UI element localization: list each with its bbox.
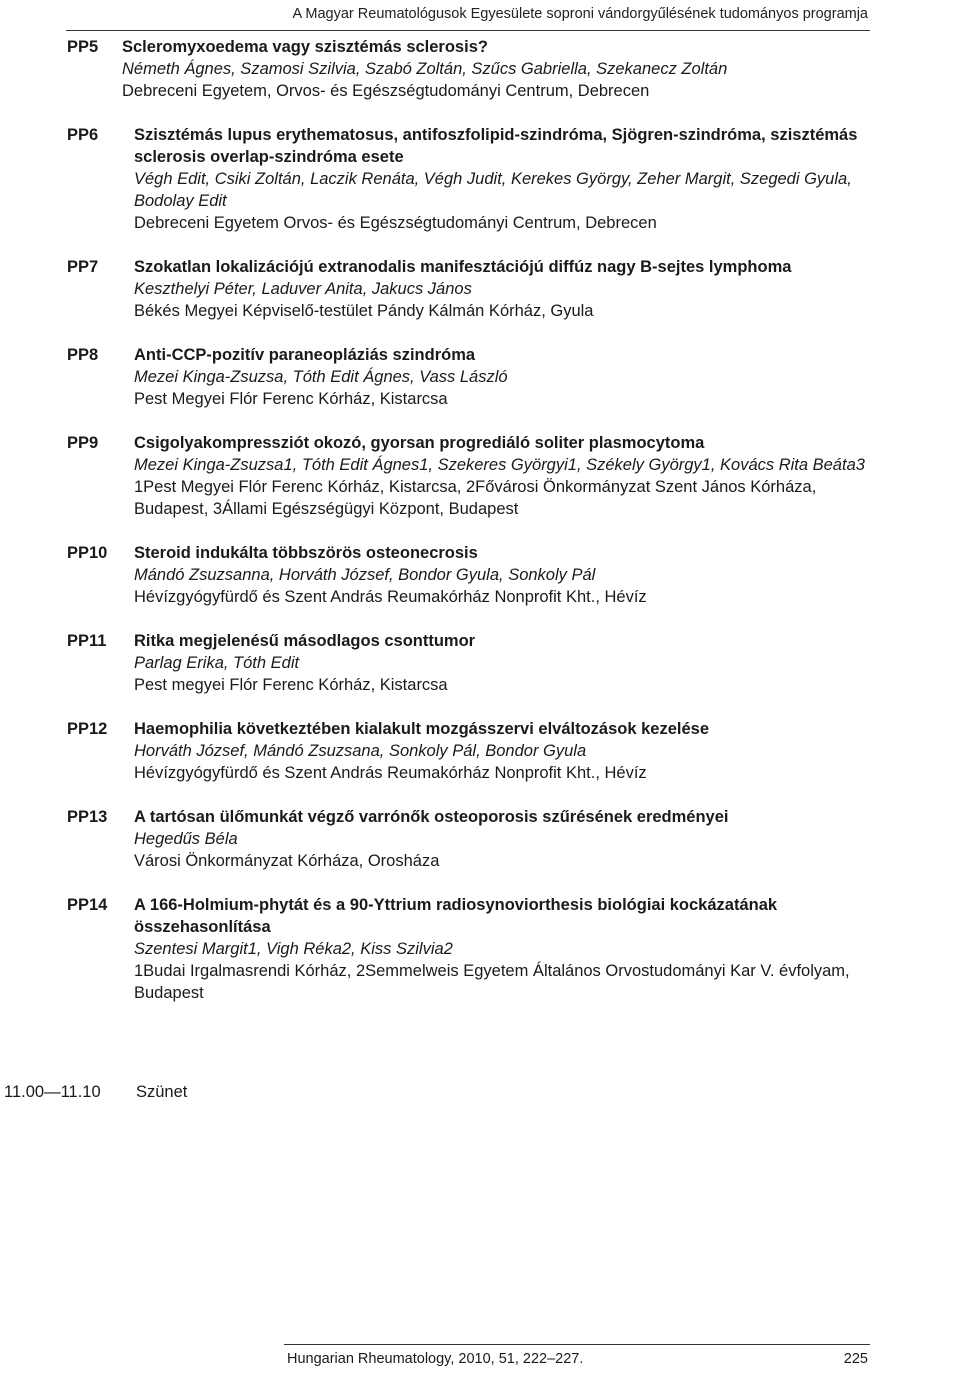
break-label: Szünet: [136, 1083, 188, 1101]
poster-authors: Mándó Zsuzsanna, Horváth József, Bondor Gyula, Sonkoly Pál: [134, 566, 596, 584]
footer-rule: [284, 1344, 870, 1345]
poster-code: PP13: [67, 808, 108, 826]
poster-authors: Hegedűs Béla: [134, 830, 238, 848]
running-header: A Magyar Reumatológusok Egyesülete soproni vándorgyűlésének tudományos programja: [292, 6, 868, 22]
poster-code: PP9: [67, 434, 99, 452]
poster-affiliation: Debreceni Egyetem Orvos- és Egészségtudományi Centrum, Debrecen: [134, 214, 657, 232]
footer-journal-citation: Hungarian Rheumatology, 2010, 51, 222–227.: [287, 1351, 584, 1367]
poster-entry-pp5: [0, 36, 960, 102]
poster-title: A 166-Holmium-phytát és a 90-Yttrium radiosynoviorthesis biológiai kockázatának összehasonlítása: [134, 896, 778, 936]
poster-affiliation: Békés Megyei Képviselő-testület Pándy Kálmán Kórház, Gyula: [134, 302, 594, 320]
poster-authors: Keszthelyi Péter, Laduver Anita, Jakucs János: [134, 280, 472, 298]
poster-affiliation: Hévízgyógyfürdő és Szent András Reumakórház Nonprofit Kht., Hévíz: [134, 588, 647, 606]
poster-entry-pp14: [0, 894, 960, 1004]
poster-code: PP7: [67, 258, 99, 276]
header-rule: [66, 30, 870, 31]
poster-authors: Horváth József, Mándó Zsuzsana, Sonkoly Pál, Bondor Gyula: [134, 742, 587, 760]
poster-affiliation: 1Budai Irgalmasrendi Kórház, 2Semmelweis Egyetem Általános Orvostudományi Kar V. évfolyam, Budapest: [134, 962, 850, 1002]
poster-authors: Mezei Kinga-Zsuzsa1, Tóth Edit Ágnes1, Szekeres Györgyi1, Székely György1, Kovács Rita Beáta3: [134, 456, 865, 474]
poster-authors: Mezei Kinga-Zsuzsa, Tóth Edit Ágnes, Vass László: [134, 368, 508, 386]
poster-code: PP10: [67, 544, 108, 562]
poster-entry-pp13: [0, 806, 960, 872]
poster-authors: Parlag Erika, Tóth Edit: [134, 654, 300, 672]
poster-title: Csigolyakompressziót okozó, gyorsan progrediáló soliter plasmocytoma: [134, 434, 705, 452]
poster-affiliation: Hévízgyógyfürdő és Szent András Reumakórház Nonprofit Kht., Hévíz: [134, 764, 647, 782]
poster-title: Scleromyxoedema vagy szisztémás sclerosis?: [122, 38, 488, 56]
poster-list: [0, 36, 960, 1026]
poster-affiliation: Pest Megyei Flór Ferenc Kórház, Kistarcsa: [134, 390, 448, 408]
poster-title: Szisztémás lupus erythematosus, antifoszfolipid-szindróma, Sjögren-szindróma, szisztémás sclerosis overlap-szindróma esete: [134, 126, 858, 166]
poster-entry-pp6: [0, 124, 960, 234]
break-time: 11.00—11.10: [4, 1083, 101, 1101]
poster-title: Ritka megjelenésű másodlagos csonttumor: [134, 632, 476, 650]
poster-code: PP8: [67, 346, 99, 364]
poster-affiliation: Városi Önkormányzat Kórháza, Orosháza: [134, 852, 440, 870]
poster-affiliation: Debreceni Egyetem, Orvos- és Egészségtudományi Centrum, Debrecen: [122, 82, 650, 100]
poster-code: PP6: [67, 126, 99, 144]
poster-code: PP11: [67, 632, 107, 650]
poster-authors: Németh Ágnes, Szamosi Szilvia, Szabó Zoltán, Szűcs Gabriella, Szekanecz Zoltán: [122, 60, 728, 78]
poster-entry-pp11: [0, 630, 960, 696]
poster-title: Anti-CCP-pozitív paraneopláziás szindróma: [134, 346, 476, 364]
poster-authors: Végh Edit, Csiki Zoltán, Laczik Renáta, Végh Judit, Kerekes György, Zeher Margit, Szegedi Gyula, Bodolay Edit: [134, 170, 852, 210]
poster-code: PP14: [67, 896, 108, 914]
page-number: 225: [843, 1351, 868, 1367]
poster-entry-pp10: [0, 542, 960, 608]
poster-affiliation: Pest megyei Flór Ferenc Kórház, Kistarcsa: [134, 676, 448, 694]
poster-title: Haemophilia következtében kialakult mozgásszervi elváltozások kezelése: [134, 720, 710, 738]
poster-affiliation: 1Pest Megyei Flór Ferenc Kórház, Kistarcsa, 2Fővárosi Önkormányzat Szent János Kórháza, Budapest, 3Állami Egészségügyi Központ, Budapest: [134, 478, 817, 518]
poster-entry-pp9: [0, 432, 960, 520]
poster-entry-pp7: [0, 256, 960, 322]
poster-authors: Szentesi Margit1, Vigh Réka2, Kiss Szilvia2: [134, 940, 453, 958]
poster-entry-pp8: [0, 344, 960, 410]
poster-title: Steroid indukálta többszörös osteonecrosis: [134, 544, 478, 562]
poster-entry-pp12: [0, 718, 960, 784]
poster-title: Szokatlan lokalizációjú extranodalis manifesztációjú diffúz nagy B-sejtes lymphoma: [134, 258, 792, 276]
poster-title: A tartósan ülőmunkát végző varrónők osteoporosis szűrésének eredményei: [134, 808, 729, 826]
poster-code: PP12: [67, 720, 108, 738]
poster-code: PP5: [67, 38, 99, 56]
